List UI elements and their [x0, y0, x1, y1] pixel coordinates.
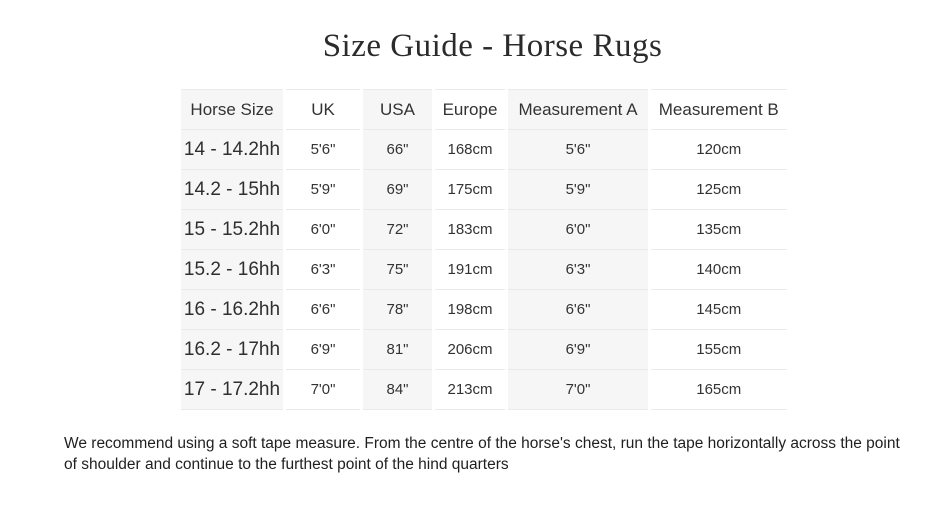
table-cell: 155cm	[650, 330, 787, 370]
table-row	[180, 170, 787, 210]
table-cell: 78"	[362, 290, 434, 330]
page-title: Size Guide - Horse Rugs	[322, 28, 663, 64]
column-header-europe: Europe	[434, 90, 507, 130]
table-cell: 6'3"	[507, 250, 650, 290]
table-cell: 81"	[362, 330, 434, 370]
table-cell: 191cm	[434, 250, 507, 290]
size-table-header	[180, 90, 787, 130]
table-cell: 69"	[362, 170, 434, 210]
table-cell: 135cm	[650, 210, 787, 250]
column-header-uk: UK	[285, 90, 362, 130]
table-cell: 168cm	[434, 130, 507, 170]
table-cell: 6'0"	[285, 210, 362, 250]
table-row	[180, 330, 787, 370]
table-cell: 120cm	[650, 130, 787, 170]
table-cell: 5'6"	[285, 130, 362, 170]
table-row	[180, 210, 787, 250]
table-cell: 66"	[362, 130, 434, 170]
table-cell: 6'9"	[507, 330, 650, 370]
table-cell: 140cm	[650, 250, 787, 290]
header-row	[180, 90, 787, 130]
column-header-measurement-b: Measurement B	[650, 90, 787, 130]
table-cell: 16.2 - 17hh	[180, 330, 285, 370]
table-cell: 14.2 - 15hh	[180, 170, 285, 210]
table-cell: 6'9"	[285, 330, 362, 370]
table-cell: 213cm	[434, 370, 507, 410]
table-cell: 15 - 15.2hh	[180, 210, 285, 250]
table-cell: 15.2 - 16hh	[180, 250, 285, 290]
table-row	[180, 130, 787, 170]
table-cell: 14 - 14.2hh	[180, 130, 285, 170]
size-table-body	[180, 130, 787, 410]
table-cell: 7'0"	[507, 370, 650, 410]
table-cell: 6'0"	[507, 210, 650, 250]
table-cell: 6'6"	[285, 290, 362, 330]
size-table	[178, 89, 787, 410]
table-cell: 125cm	[650, 170, 787, 210]
column-header-horse-size: Horse Size	[180, 90, 285, 130]
table-cell: 175cm	[434, 170, 507, 210]
table-cell: 16 - 16.2hh	[180, 290, 285, 330]
table-cell: 5'9"	[285, 170, 362, 210]
table-cell: 75"	[362, 250, 434, 290]
table-cell: 5'6"	[507, 130, 650, 170]
table-cell: 7'0"	[285, 370, 362, 410]
table-cell: 6'3"	[285, 250, 362, 290]
measurement-note: We recommend using a soft tape measure. From the centre of the horse's chest, run the tape horizontally across the point of shoulder and continue to the furthest point of the hind quarters	[64, 435, 900, 473]
table-cell: 17 - 17.2hh	[180, 370, 285, 410]
column-header-usa: USA	[362, 90, 434, 130]
table-cell: 84"	[362, 370, 434, 410]
table-cell: 72"	[362, 210, 434, 250]
table-cell: 206cm	[434, 330, 507, 370]
table-row	[180, 250, 787, 290]
column-header-measurement-a: Measurement A	[507, 90, 650, 130]
table-row	[180, 290, 787, 330]
table-cell: 198cm	[434, 290, 507, 330]
table-cell: 165cm	[650, 370, 787, 410]
table-row	[180, 370, 787, 410]
table-cell: 183cm	[434, 210, 507, 250]
table-cell: 6'6"	[507, 290, 650, 330]
table-cell: 145cm	[650, 290, 787, 330]
table-cell: 5'9"	[507, 170, 650, 210]
